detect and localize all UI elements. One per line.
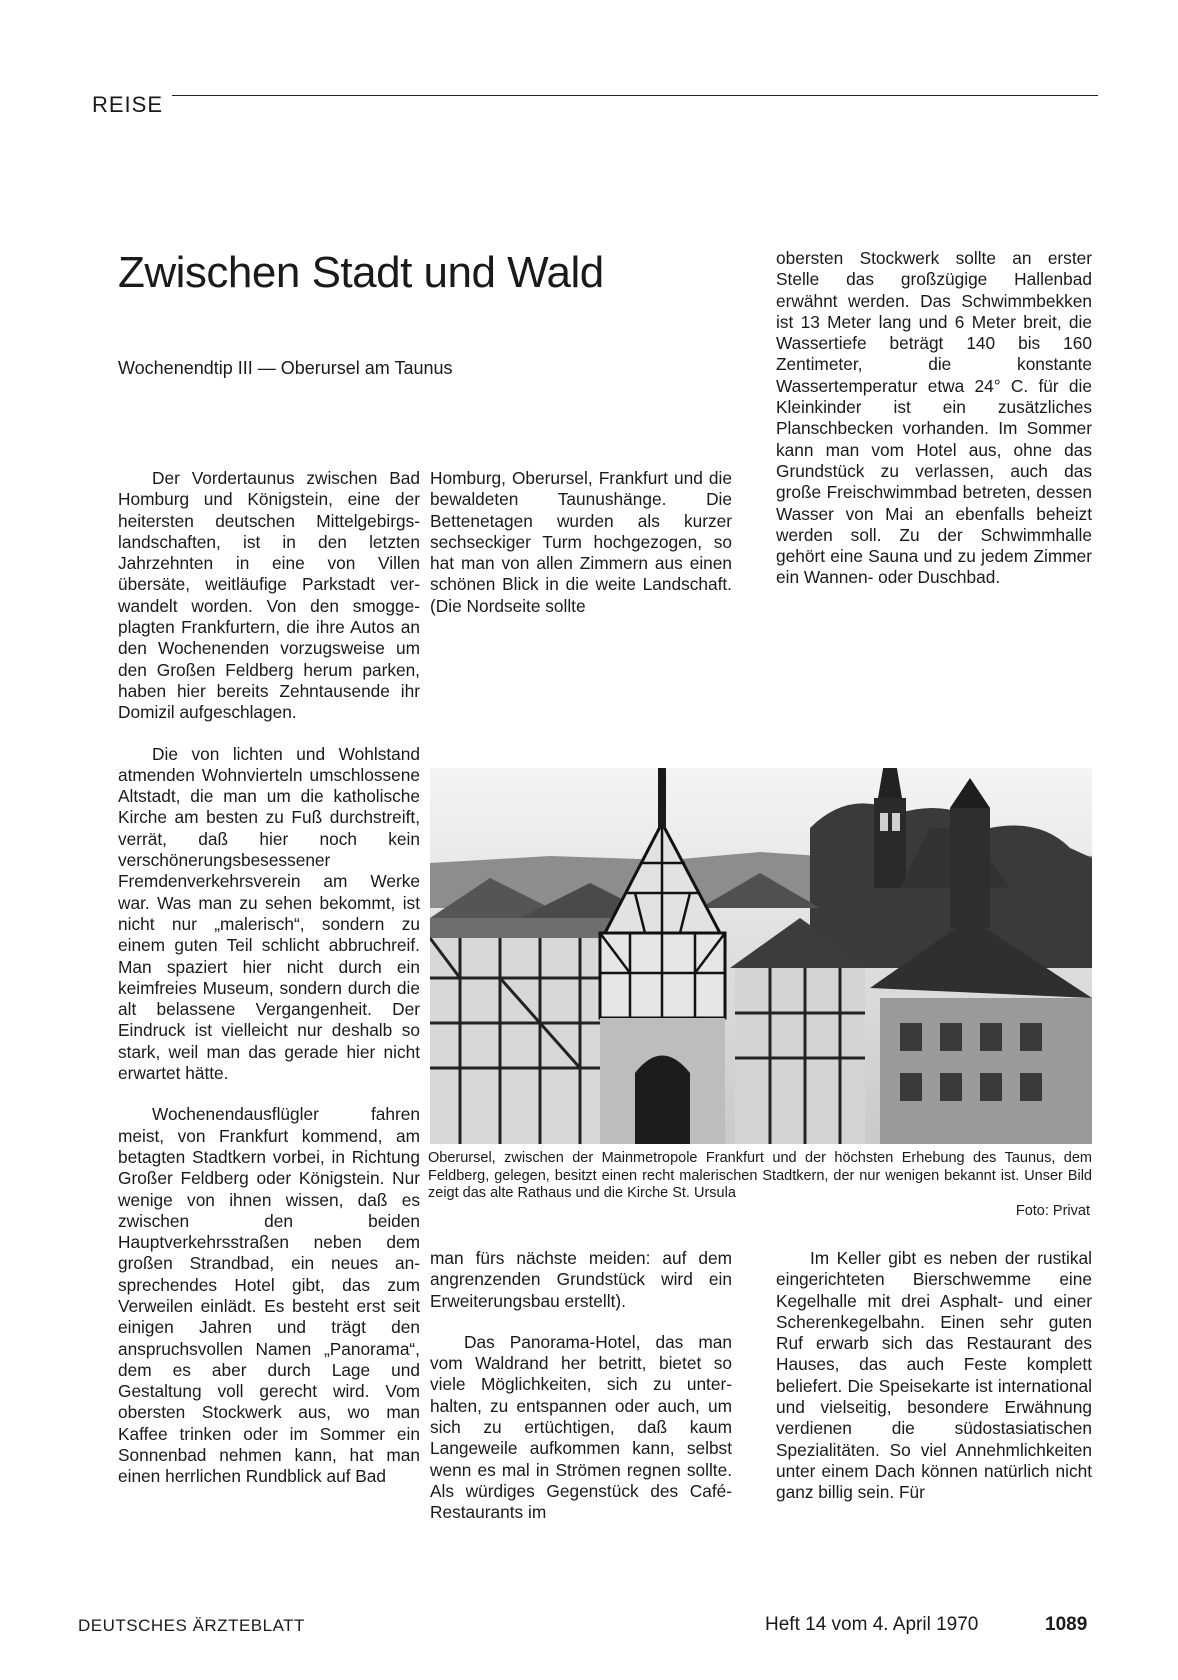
photo-caption: Oberursel, zwischen der Mainmetropole Frankfurt und der höchsten Erhebung des Taunus, dem Feldberg, gelegen, besitzt einen recht malerischen Stadtkern, der nur wenigen bekannt ist. Unser Bild zeigt das alte Rathaus und die Kirche St. Ursula: [428, 1150, 1092, 1201]
paragraph: Wochenendausflügler fahren meist, von Frankfurt kommend, am betagten Stadtkern vorbei, in Richtung Großer Feldberg oder Königstein. Nur wenige von ihnen wissen, daß es zwischen den beiden Hauptverkehrsstraßen neben dem großen Strandbad, ein neues ansprechendes Hotel gibt, das zum Verweilen einlädt. Es besteht erst seit einigen Jahren und trägt den anspruchsvollen Namen „Panorama“, dem es aber durch Lage und Gestaltung voll gerecht wird. Vom obersten Stockwerk aus, wo man Kaffee trinken oder im Sommer ein Sonnenbad nehmen kann, hat man einen herrlichen Rundblick auf Bad: [118, 1104, 420, 1487]
column-2-top: [430, 468, 732, 637]
article-title: Zwischen Stadt und Wald: [118, 248, 604, 297]
page-number: 1089: [1045, 1614, 1088, 1635]
article-subtitle: Wochenendtip III — Oberursel am Taunus: [118, 358, 453, 378]
column-1: [118, 468, 420, 1508]
column-3-bottom: [776, 1248, 1092, 1524]
town-photo: [430, 768, 1092, 1144]
section-label: REISE: [92, 92, 164, 117]
paragraph: man fürs nächste meiden: auf dem angrenzenden Grundstück wird ein Erweiterungsbau erstellt).: [430, 1248, 732, 1311]
photo-credit: Foto: Privat: [1015, 1203, 1090, 1219]
paragraph: Der Vordertaunus zwischen Bad Homburg und Königstein, eine der heitersten deutschen Mittelgebirgslandschaften, ist in den letzten Jahrzehnten in eine von Villen übersäte, weitläufige Parkstadt verwandelt worden. Von den smoggeplagten Frankfurtern, die ihre Autos an den Wochenenden vorzugsweise um den Großen Feldberg herum parken, haben hier bereits Zehntausende ihr Domizil aufgeschlagen.: [118, 468, 420, 723]
paragraph: Das Panorama-Hotel, das man vom Waldrand her betritt, bietet so viele Möglichkeiten, sich zu unterhalten, zu entspannen oder auch, um sich zu ertüchtigen, daß kaum Langeweile aufkommen kann, selbst wenn es mal in Strömen regnen sollte. Als würdiges Gegenstück des Café-Restaurants im: [430, 1331, 732, 1523]
footer-issue: Heft 14 vom 4. April 1970: [765, 1614, 979, 1635]
paragraph: Im Keller gibt es neben der rustikal eingerichteten Bierschwemme eine Kegelhalle mit drei Asphalt- und einer Scherenkegelbahn. Einen sehr guten Ruf erwarb sich das Restaurant des Hauses, das auch Feste komplett beliefert. Die Speisekarte ist international und vielseitig, besondere Erwähnung verdienen die südostasiatischen Spezialitäten. So viel Annehmlichkeiten unter einem Dach können natürlich nicht ganz billig sein. Für: [776, 1248, 1092, 1503]
paragraph: Homburg, Oberursel, Frankfurt und die bewaldeten Taunushänge. Die Bettenetagen wurden als kurzer sechseckiger Turm hochgezogen, so hat man von allen Zimmern aus einen schönen Blick in die weite Landschaft. (Die Nordseite sollte: [430, 468, 732, 616]
paragraph: obersten Stockwerk sollte an erster Stelle das großzügige Hallenbad erwähnt werden. Das Schwimmbekken ist 13 Meter lang und 6 Meter breit, die Wassertiefe beträgt 140 bis 160 Zentimeter, die konstante Wassertemperatur etwa 24° C. für die Kleinkinder ist ein zusätzliches Planschbecken vorhanden. Im Sommer kann man vom Hotel aus, ohne das Grundstück zu verlassen, auch das große Freischwimmbad betreten, dessen Wasser von Mai an ebenfalls beheizt werden soll. Zu der Schwimmhalle gehört eine Sauna und zu jedem Zimmer ein Wannen- oder Duschbad.: [776, 248, 1092, 588]
footer-journal-name: DEUTSCHES ÄRZTEBLATT: [78, 1616, 305, 1635]
paragraph: Die von lichten und Wohlstand atmenden Wohnvierteln umschlossene Altstadt, die man um die katholische Kirche am besten zu Fuß durchstreift, verrät, daß hier noch kein verschönerungsbesessener Fremdenverkehrsverein am Werke war. Was man zu sehen bekommt, ist nicht nur „malerisch“, sondern zu einem guten Teil schlicht abbruchreif. Man spaziert hier nicht durch ein keimfreies Museum, sondern durch die alt belassene Vergangenheit. Der Eindruck ist vielleicht nur deshalb so stark, weil man das gerade hier nicht erwartet hätte.: [118, 743, 420, 1084]
column-2-bottom: [430, 1248, 732, 1544]
header-rule: [172, 95, 1098, 96]
column-3-top: [776, 248, 1092, 609]
